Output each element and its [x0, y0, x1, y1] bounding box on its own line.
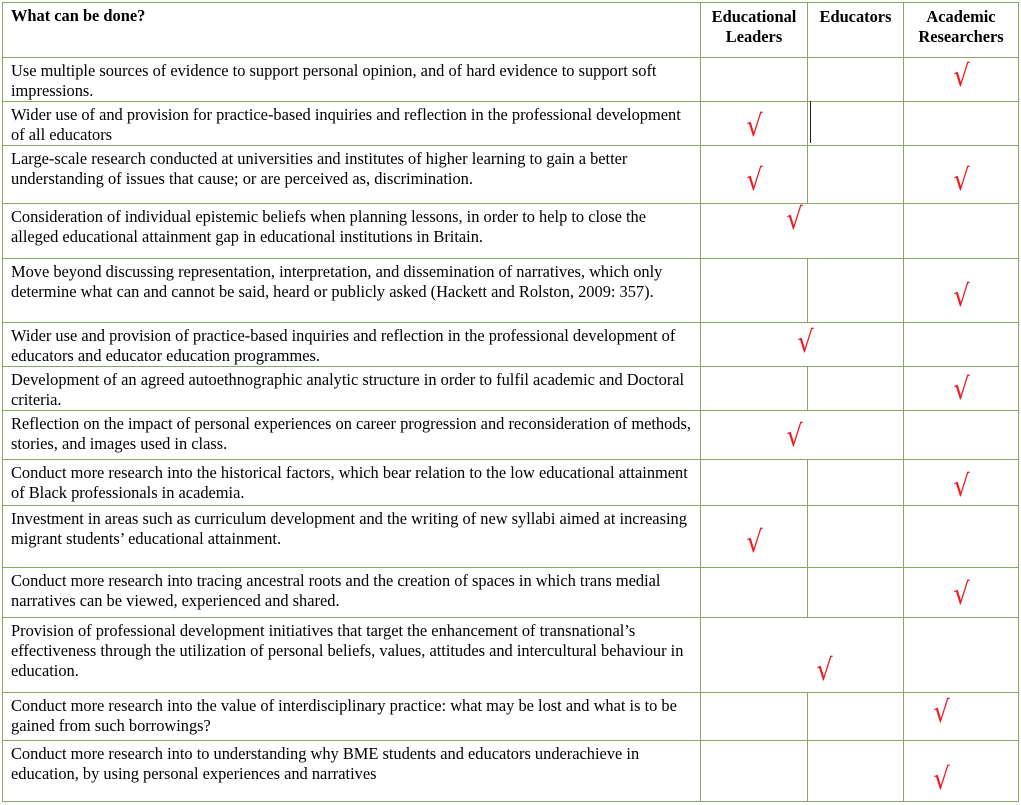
cell-educators [808, 740, 904, 801]
table-row [3, 58, 1019, 102]
cell-leaders-educators [701, 618, 904, 692]
cell-leaders-educators [701, 322, 904, 366]
cell-researchers [904, 146, 1019, 204]
table-row [3, 366, 1019, 410]
check-mark-icon: √ [746, 525, 763, 561]
table-row [3, 258, 1019, 322]
check-mark-icon: √ [953, 577, 970, 613]
row-text: Conduct more research into the value of interdisciplinary practice: what may be lost and what is to be gained from such borrowings? [3, 692, 701, 740]
cell-researchers [904, 568, 1019, 618]
cell-leaders [701, 692, 808, 740]
check-mark-icon: √ [953, 371, 970, 407]
row-text: Conduct more research into the historical factors, which bear relation to the low educational attainment of Black professionals in academia. [3, 460, 701, 506]
cell-researchers [904, 692, 1019, 740]
check-mark-icon: √ [746, 109, 763, 145]
header-row [3, 3, 1019, 58]
check-mark-icon: √ [953, 163, 970, 199]
check-mark-icon: √ [933, 761, 950, 797]
cell-educators [808, 366, 904, 410]
cell-researchers [904, 58, 1019, 102]
table-row [3, 692, 1019, 740]
cell-leaders [701, 568, 808, 618]
table-row [3, 322, 1019, 366]
cell-educators [808, 692, 904, 740]
table-row [3, 146, 1019, 204]
check-mark-icon: √ [953, 59, 970, 94]
cell-leaders [701, 58, 808, 102]
cell-researchers [904, 204, 1019, 258]
cell-researchers [904, 322, 1019, 366]
cell-educators [808, 102, 904, 146]
check-mark-icon: √ [786, 202, 803, 238]
row-text: Move beyond discussing representation, interpretation, and dissemination of narratives, which only determine what can and cannot be said, heard or publicly asked (Hackett and Rolston, 2009: 357). [3, 258, 701, 322]
check-mark-icon: √ [786, 418, 803, 454]
header-educational-leaders: Educational Leaders [701, 3, 808, 58]
cell-researchers [904, 258, 1019, 322]
check-mark-icon: √ [953, 469, 970, 505]
cell-educators [808, 568, 904, 618]
recommendations-table [2, 2, 1019, 802]
row-text: Conduct more research into tracing ancestral roots and the creation of spaces in which trans medial narratives can be viewed, experienced and shared. [3, 568, 701, 618]
cell-leaders-educators [701, 204, 904, 258]
row-text: Wider use of and provision for practice-based inquiries and reflection in the professional development of all educators [3, 102, 701, 146]
cell-leaders [701, 258, 808, 322]
cell-researchers [904, 366, 1019, 410]
table-row [3, 740, 1019, 801]
row-text: Wider use and provision of practice-based inquiries and reflection in the professional development of educators and educator education programmes. [3, 322, 701, 366]
header-academic-researchers: Academic Researchers [904, 3, 1019, 58]
row-text: Conduct more research into to understanding why BME students and educators underachieve in education, by using personal experiences and narratives [3, 740, 701, 801]
cell-researchers [904, 506, 1019, 568]
row-text: Reflection on the impact of personal experiences on career progression and reconsideration of methods, stories, and images used in class. [3, 410, 701, 459]
cell-leaders-educators [701, 410, 904, 459]
cell-researchers [904, 618, 1019, 692]
check-mark-icon: √ [816, 653, 833, 689]
table-row [3, 568, 1019, 618]
check-mark-icon: √ [933, 694, 950, 730]
table-row [3, 618, 1019, 692]
cell-educators [808, 460, 904, 506]
table-row [3, 102, 1019, 146]
header-question: What can be done? [3, 3, 701, 58]
row-text: Provision of professional development initiatives that target the enhancement of transnational’s effectiveness through the utilization of personal beliefs, values, attitudes and intercultural behaviour in education. [3, 618, 701, 692]
cell-educators [808, 58, 904, 102]
check-mark-icon: √ [797, 324, 814, 360]
row-text: Use multiple sources of evidence to support personal opinion, and of hard evidence to support soft impressions. [3, 58, 701, 102]
cell-educators [808, 506, 904, 568]
table-row [3, 506, 1019, 568]
cell-educators [808, 146, 904, 204]
table-row [3, 204, 1019, 258]
check-mark-icon: √ [953, 278, 970, 314]
cell-leaders [701, 460, 808, 506]
cell-leaders [701, 740, 808, 801]
check-mark-icon: √ [746, 163, 763, 199]
cell-leaders [701, 146, 808, 204]
cell-researchers [904, 410, 1019, 459]
cell-leaders [701, 366, 808, 410]
inner-divider-line [810, 101, 811, 143]
table-row [3, 410, 1019, 459]
row-text: Development of an agreed autoethnographic analytic structure in order to fulfil academic and Doctoral criteria. [3, 366, 701, 410]
row-text: Large-scale research conducted at universities and institutes of higher learning to gain a better understanding of issues that cause; or are perceived as, discrimination. [3, 146, 701, 204]
cell-leaders [701, 102, 808, 146]
cell-researchers [904, 740, 1019, 801]
cell-researchers [904, 460, 1019, 506]
cell-educators [808, 258, 904, 322]
header-educators: Educators [808, 3, 904, 58]
cell-leaders [701, 506, 808, 568]
cell-researchers [904, 102, 1019, 146]
row-text: Investment in areas such as curriculum development and the writing of new syllabi aimed at increasing migrant students’ educational attainment. [3, 506, 701, 568]
table-row [3, 460, 1019, 506]
row-text: Consideration of individual epistemic beliefs when planning lessons, in order to help to close the alleged educational attainment gap in educational institutions in Britain. [3, 204, 701, 258]
